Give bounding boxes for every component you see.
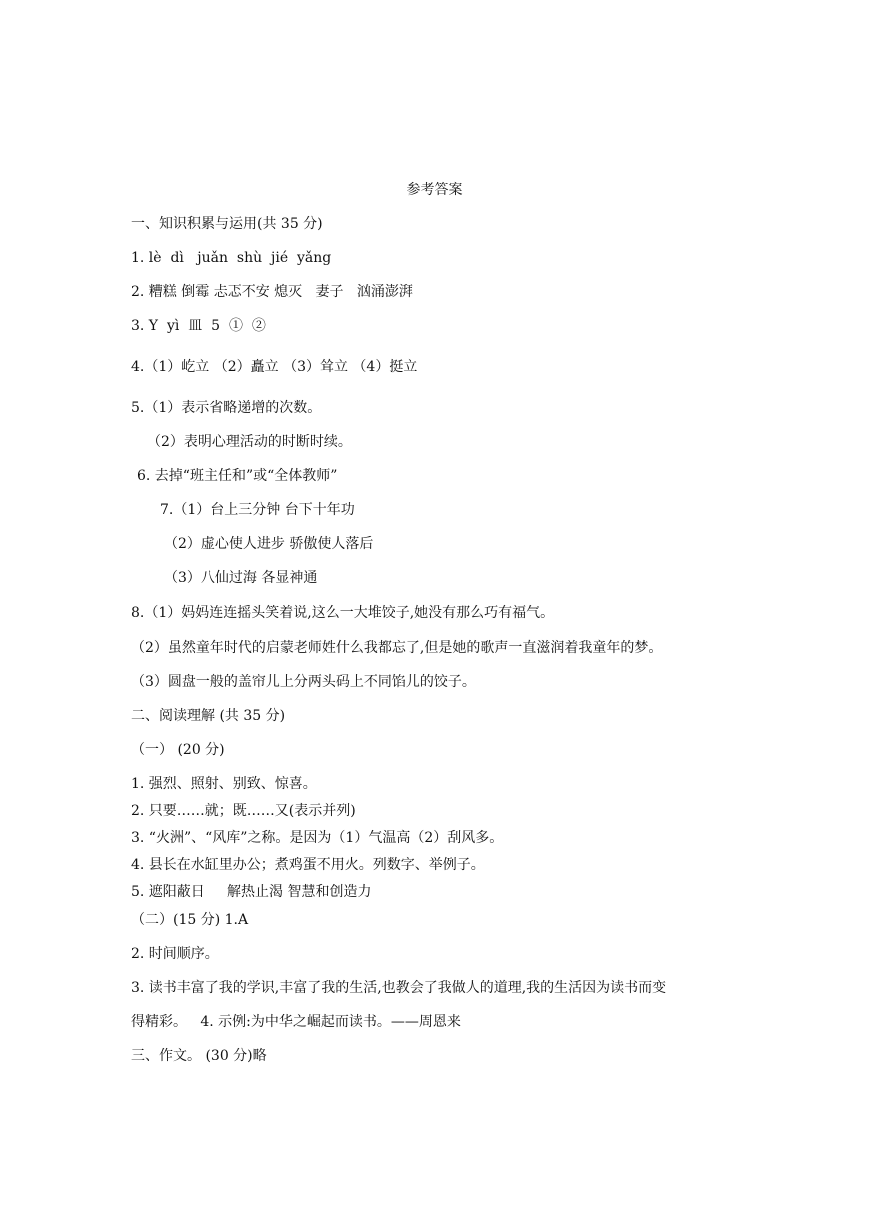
section-heading-knowledge: 一、知识积累与运用(共 35 分)	[131, 216, 323, 232]
answer-line-4: 4.（1）屹立 （2）矗立 （3）耸立 （4）挺立	[131, 359, 418, 375]
reading-answer-2: 2. 只要……就；既……又(表示并列)	[131, 803, 356, 819]
reading2-answer-2: 2. 时间顺序。	[131, 946, 219, 962]
reading-answer-1: 1. 强烈、照射、别致、惊喜。	[131, 776, 317, 792]
answer-line-8-3: （3）圆盘一般的盖帘儿上分两头码上不同馅儿的饺子。	[131, 674, 476, 690]
section-heading-reading: 二、阅读理解 (共 35 分)	[131, 708, 286, 724]
answer-line-2: 2. 糟糕 倒霉 忐忑不安 熄灭 妻子 汹涌澎湃	[131, 284, 413, 300]
answer-line-8-1: 8.（1）妈妈连连摇头笑着说,这么一大堆饺子,她没有那么巧有福气。	[131, 605, 555, 621]
reading-answer-4: 4. 县长在水缸里办公；煮鸡蛋不用火。列数字、举例子。	[131, 857, 485, 873]
answer-line-7-3: （3）八仙过海 各显神通	[164, 570, 318, 586]
reading-answer-3: 3. “火洲”、“风库”之称。是因为（1）气温高（2）刮风多。	[131, 830, 504, 846]
answer-line-7-1: 7.（1）台上三分钟 台下十年功	[160, 502, 355, 518]
answer-line-6: 6. 去掉“班主任和”或“全体教师”	[137, 468, 338, 484]
answer-line-3: 3. Y yì 皿 5 ① ②	[131, 318, 266, 334]
page-title: 参考答案	[406, 182, 463, 198]
reading2-answer-3: 3. 读书丰富了我的学识,丰富了我的生活,也教会了我做人的道理,我的生活因为读书而变	[131, 980, 667, 996]
subsection-heading-2: （二）(15 分) 1.A	[131, 912, 249, 928]
reading-answer-5: 5. 遮阳蔽日 解热止渴 智慧和创造力	[131, 884, 372, 900]
answer-line-7-2: （2）虚心使人进步 骄傲使人落后	[164, 536, 374, 552]
answer-line-5-1: 5.（1）表示省略递增的次数。	[131, 400, 322, 416]
answer-line-1: 1. lè dì juǎn shù jié yǎng	[131, 250, 332, 266]
answer-line-8-2: （2）虽然童年时代的启蒙老师姓什么我都忘了,但是她的歌声一直滋润着我童年的梦。	[131, 640, 663, 656]
reading2-answer-3-cont: 得精彩。 4. 示例:为中华之崛起而读书。——周恩来	[131, 1014, 461, 1030]
subsection-heading-1: （一） (20 分)	[131, 742, 225, 758]
section-heading-composition: 三、作文。 (30 分)略	[131, 1048, 267, 1064]
answer-line-5-2: （2）表明心理活动的时断时续。	[147, 434, 352, 450]
